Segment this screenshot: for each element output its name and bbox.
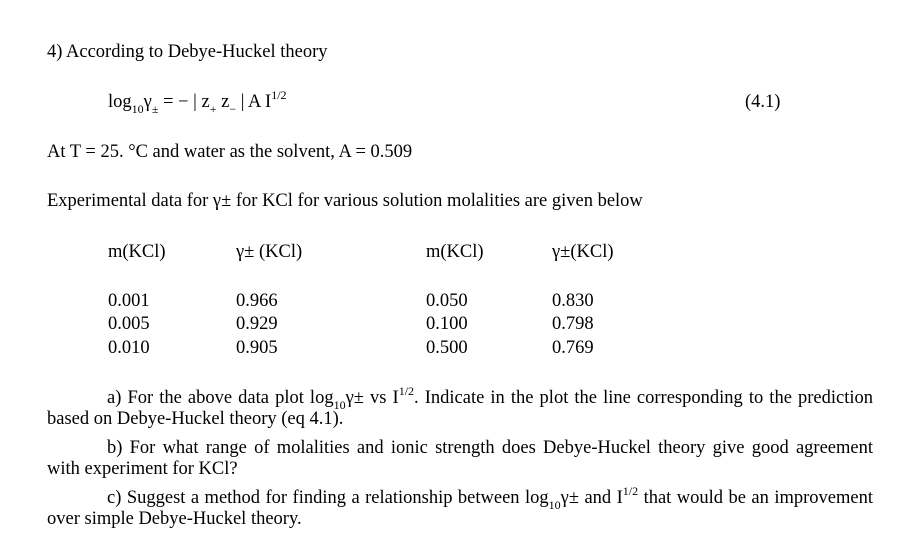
problem-heading: 4) According to Debye-Huckel theory: [47, 42, 328, 62]
table-cell: 0.929: [236, 314, 278, 334]
table-header: γ± (KCl): [236, 242, 303, 262]
equation-number: (4.1): [745, 92, 781, 112]
question-c: c) Suggest a method for finding a relationship between $\log_{10}\gamma\pm$ and $I^{1/2}$ that would be an improvement over simple Debye-Huckel theory.: [47, 483, 873, 529]
table-cell: 0.001: [108, 291, 150, 311]
table-cell: 0.798: [552, 314, 594, 334]
table-cell: 0.050: [426, 291, 468, 311]
table-cell: 0.100: [426, 314, 468, 334]
table-cell: 0.966: [236, 291, 278, 311]
debye-huckel-equation: $\log_{10}\gamma_\pm$ = − | $z_+$ $z_-$ | A $I^{1/2}$: [108, 87, 287, 116]
table-cell: 0.830: [552, 291, 594, 311]
table-header: m(KCl): [108, 242, 166, 262]
table-cell: 0.500: [426, 338, 468, 358]
question-b: b) For what range of molalities and ionic strength does Debye-Huckel theory give good agreement with experiment for KCl?: [47, 438, 873, 479]
table-cell: 0.769: [552, 338, 594, 358]
table-header: γ±(KCl): [552, 242, 614, 262]
table-cell: 0.905: [236, 338, 278, 358]
table-header: m(KCl): [426, 242, 484, 262]
table-cell: 0.010: [108, 338, 150, 358]
question-a: a) For the above data plot $\log_{10}\gamma\pm$ vs $I^{1/2}$. Indicate in the plot the line corresponding to the prediction based on Debye-Huckel theory (eq 4.1).: [47, 383, 873, 429]
table-cell: 0.005: [108, 314, 150, 334]
data-intro-text: Experimental data for γ± for KCl for various solution molalities are given below: [47, 191, 643, 211]
conditions-text: At T = 25. °C and water as the solvent, A = 0.509: [47, 142, 413, 162]
